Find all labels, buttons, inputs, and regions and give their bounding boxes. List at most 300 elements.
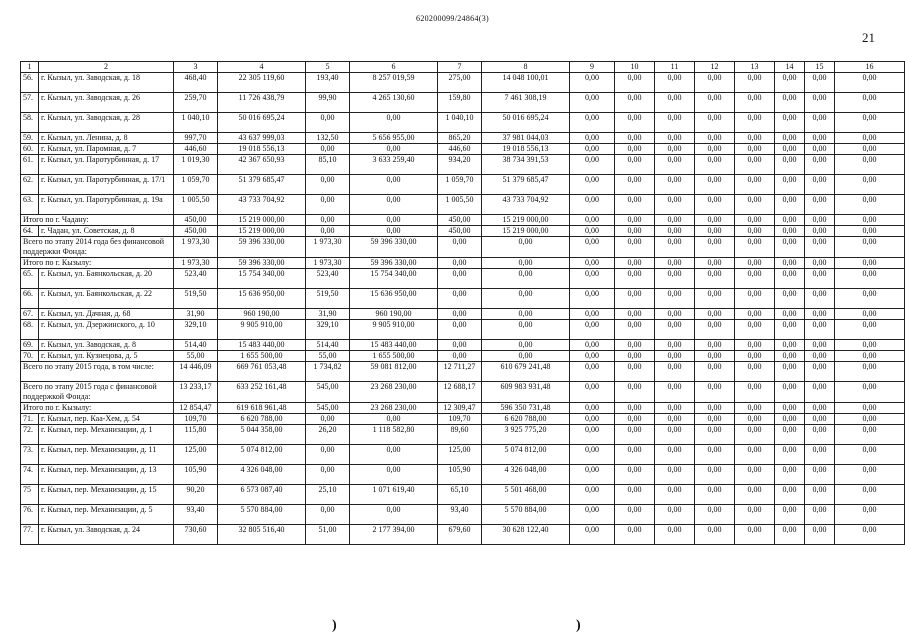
value-cell: 0,00	[655, 309, 695, 320]
address-cell: г. Кызыл, ул. Дзержинского, д. 10	[39, 320, 174, 340]
value-cell: 1 071 619,40	[350, 485, 438, 505]
value-cell: 193,40	[306, 73, 350, 93]
value-cell: 37 981 044,03	[482, 133, 570, 144]
address-cell: г. Кызыл, ул. Кузнецова, д. 5	[39, 351, 174, 362]
value-cell: 0,00	[805, 382, 835, 403]
value-cell: 730,60	[174, 525, 218, 545]
value-cell: 0,00	[805, 414, 835, 425]
value-cell: 0,00	[615, 320, 655, 340]
address-cell: г. Кызыл, ул. Заводская, д. 28	[39, 113, 174, 133]
value-cell: 0,00	[615, 289, 655, 309]
table-row	[21, 351, 905, 362]
value-cell: 0,00	[805, 465, 835, 485]
value-cell: 109,70	[438, 414, 482, 425]
value-cell: 30 628 122,40	[482, 525, 570, 545]
subtotal-label: Всего по этапу 2015 года, в том числе:	[21, 362, 174, 382]
value-cell: 0,00	[615, 175, 655, 195]
value-cell: 0,00	[775, 93, 805, 113]
value-cell: 1 059,70	[174, 175, 218, 195]
handwritten-mark: )	[332, 618, 337, 633]
value-cell: 0,00	[655, 133, 695, 144]
value-cell: 0,00	[695, 320, 735, 340]
table-row	[21, 465, 905, 485]
value-cell: 259,70	[174, 93, 218, 113]
row-number: 59.	[21, 133, 39, 144]
value-cell: 0,00	[570, 215, 615, 226]
value-cell: 0,00	[438, 258, 482, 269]
value-cell: 0,00	[695, 215, 735, 226]
table-row	[21, 445, 905, 465]
value-cell: 0,00	[615, 505, 655, 525]
value-cell: 5 074 812,00	[482, 445, 570, 465]
value-cell: 0,00	[735, 93, 775, 113]
value-cell: 0,00	[695, 269, 735, 289]
value-cell: 0,00	[350, 414, 438, 425]
value-cell: 865,20	[438, 133, 482, 144]
subtotal-label: Всего по этапу 2015 года с финансовой поддержкой Фонда:	[21, 382, 174, 403]
value-cell: 1 005,50	[174, 195, 218, 215]
value-cell: 0,00	[695, 351, 735, 362]
value-cell: 55,00	[174, 351, 218, 362]
value-cell: 0,00	[570, 175, 615, 195]
address-cell: г. Кызыл, пер. Механизации, д. 15	[39, 485, 174, 505]
value-cell: 0,00	[805, 351, 835, 362]
table-row	[21, 485, 905, 505]
value-cell: 0,00	[306, 465, 350, 485]
subtotal-label: Итого по г. Чадану:	[21, 215, 174, 226]
value-cell: 0,00	[775, 155, 805, 175]
value-cell: 25,10	[306, 485, 350, 505]
value-cell: 0,00	[735, 289, 775, 309]
row-number: 70.	[21, 351, 39, 362]
document-id: 620200099/24864(3)	[416, 14, 489, 23]
value-cell: 0,00	[835, 144, 905, 155]
row-number: 75	[21, 485, 39, 505]
value-cell: 0,00	[615, 237, 655, 258]
value-cell: 514,40	[174, 340, 218, 351]
value-cell: 0,00	[805, 237, 835, 258]
value-cell: 0,00	[615, 73, 655, 93]
value-cell: 0,00	[615, 445, 655, 465]
value-cell: 0,00	[615, 195, 655, 215]
value-cell: 1 040,10	[438, 113, 482, 133]
value-cell: 0,00	[835, 93, 905, 113]
value-cell: 0,00	[835, 155, 905, 175]
value-cell: 42 367 650,93	[218, 155, 306, 175]
value-cell: 0,00	[306, 445, 350, 465]
value-cell: 9 905 910,00	[350, 320, 438, 340]
value-cell: 115,80	[174, 425, 218, 445]
value-cell: 0,00	[695, 362, 735, 382]
value-cell: 93,40	[438, 505, 482, 525]
value-cell: 12 711,27	[438, 362, 482, 382]
value-cell: 93,40	[174, 505, 218, 525]
value-cell: 0,00	[805, 340, 835, 351]
value-cell: 51 379 685,47	[218, 175, 306, 195]
value-cell: 1 734,82	[306, 362, 350, 382]
value-cell: 0,00	[570, 289, 615, 309]
value-cell: 0,00	[615, 269, 655, 289]
value-cell: 0,00	[735, 485, 775, 505]
value-cell: 0,00	[350, 505, 438, 525]
value-cell: 0,00	[482, 340, 570, 351]
value-cell: 0,00	[805, 195, 835, 215]
column-number-cell: 5	[306, 62, 350, 73]
value-cell: 90,20	[174, 485, 218, 505]
value-cell: 0,00	[615, 309, 655, 320]
value-cell: 0,00	[835, 195, 905, 215]
row-number: 63.	[21, 195, 39, 215]
value-cell: 0,00	[835, 237, 905, 258]
column-number-cell: 8	[482, 62, 570, 73]
value-cell: 0,00	[835, 289, 905, 309]
value-cell: 0,00	[805, 155, 835, 175]
value-cell: 0,00	[775, 269, 805, 289]
value-cell: 0,00	[570, 73, 615, 93]
value-cell: 0,00	[835, 414, 905, 425]
value-cell: 0,00	[805, 445, 835, 465]
value-cell: 22 305 119,60	[218, 73, 306, 93]
value-cell: 0,00	[570, 403, 615, 414]
value-cell: 15 636 950,00	[350, 289, 438, 309]
value-cell: 5 570 884,00	[482, 505, 570, 525]
value-cell: 0,00	[805, 289, 835, 309]
value-cell: 0,00	[835, 73, 905, 93]
value-cell: 0,00	[805, 93, 835, 113]
address-cell: г. Кызыл, ул. Паромная, д. 7	[39, 144, 174, 155]
value-cell: 0,00	[805, 73, 835, 93]
value-cell: 0,00	[615, 215, 655, 226]
subtotal-row	[21, 258, 905, 269]
value-cell: 0,00	[570, 525, 615, 545]
value-cell: 0,00	[570, 445, 615, 465]
address-cell: г. Кызыл, ул. Паротурбинная, д. 19а	[39, 195, 174, 215]
value-cell: 596 350 731,48	[482, 403, 570, 414]
column-number-cell: 2	[39, 62, 174, 73]
value-cell: 0,00	[735, 175, 775, 195]
value-cell: 7 461 308,19	[482, 93, 570, 113]
value-cell: 0,00	[835, 269, 905, 289]
table-row	[21, 113, 905, 133]
value-cell: 0,00	[655, 382, 695, 403]
value-cell: 31,90	[306, 309, 350, 320]
value-cell: 0,00	[438, 289, 482, 309]
value-cell: 0,00	[835, 133, 905, 144]
value-cell: 0,00	[655, 73, 695, 93]
value-cell: 0,00	[615, 93, 655, 113]
value-cell: 0,00	[735, 362, 775, 382]
value-cell: 0,00	[655, 144, 695, 155]
value-cell: 0,00	[835, 320, 905, 340]
table-row	[21, 175, 905, 195]
table-row	[21, 289, 905, 309]
value-cell: 0,00	[835, 215, 905, 226]
value-cell: 0,00	[306, 226, 350, 237]
value-cell: 0,00	[570, 320, 615, 340]
value-cell: 0,00	[735, 465, 775, 485]
value-cell: 19 018 556,13	[218, 144, 306, 155]
address-cell: г. Кызыл, ул. Баянкольская, д. 20	[39, 269, 174, 289]
value-cell: 519,50	[174, 289, 218, 309]
value-cell: 514,40	[306, 340, 350, 351]
value-cell: 0,00	[655, 525, 695, 545]
value-cell: 0,00	[615, 133, 655, 144]
column-number-cell: 7	[438, 62, 482, 73]
row-number: 72.	[21, 425, 39, 445]
value-cell: 31,90	[174, 309, 218, 320]
value-cell: 0,00	[570, 226, 615, 237]
value-cell: 0,00	[570, 155, 615, 175]
value-cell: 0,00	[835, 485, 905, 505]
value-cell: 0,00	[615, 465, 655, 485]
subtotal-label: Итого по г. Кызылу:	[21, 403, 174, 414]
value-cell: 11 726 438,79	[218, 93, 306, 113]
value-cell: 1 973,30	[174, 237, 218, 258]
value-cell: 0,00	[570, 133, 615, 144]
value-cell: 0,00	[695, 485, 735, 505]
value-cell: 1 040,10	[174, 113, 218, 133]
column-number-cell: 13	[735, 62, 775, 73]
value-cell: 0,00	[735, 133, 775, 144]
value-cell: 1 019,30	[174, 155, 218, 175]
value-cell: 0,00	[835, 226, 905, 237]
table-row	[21, 425, 905, 445]
value-cell: 0,00	[570, 362, 615, 382]
value-cell: 0,00	[655, 505, 695, 525]
value-cell: 0,00	[482, 258, 570, 269]
row-number: 56.	[21, 73, 39, 93]
value-cell: 0,00	[735, 144, 775, 155]
row-number: 71.	[21, 414, 39, 425]
value-cell: 0,00	[775, 525, 805, 545]
value-cell: 0,00	[615, 258, 655, 269]
value-cell: 0,00	[615, 525, 655, 545]
value-cell: 275,00	[438, 73, 482, 93]
value-cell: 65,10	[438, 485, 482, 505]
address-cell: г. Кызыл, ул. Заводская, д. 18	[39, 73, 174, 93]
table-row	[21, 414, 905, 425]
value-cell: 0,00	[655, 445, 695, 465]
value-cell: 0,00	[695, 425, 735, 445]
column-number-cell: 10	[615, 62, 655, 73]
value-cell: 0,00	[735, 445, 775, 465]
value-cell: 6 620 788,00	[218, 414, 306, 425]
value-cell: 8 257 019,59	[350, 73, 438, 93]
value-cell: 0,00	[735, 414, 775, 425]
value-cell: 0,00	[805, 485, 835, 505]
value-cell: 0,00	[775, 73, 805, 93]
row-number: 58.	[21, 113, 39, 133]
value-cell: 0,00	[775, 485, 805, 505]
value-cell: 0,00	[695, 93, 735, 113]
value-cell: 0,00	[570, 258, 615, 269]
value-cell: 0,00	[835, 425, 905, 445]
address-cell: г. Кызыл, пер. Механизации, д. 13	[39, 465, 174, 485]
value-cell: 0,00	[695, 309, 735, 320]
address-cell: г. Кызыл, пер. Каа-Хем, д. 54	[39, 414, 174, 425]
value-cell: 55,00	[306, 351, 350, 362]
value-cell: 329,10	[306, 320, 350, 340]
address-cell: г. Кызыл, ул. Паротурбинная, д. 17	[39, 155, 174, 175]
value-cell: 0,00	[655, 195, 695, 215]
value-cell: 38 734 391,53	[482, 155, 570, 175]
value-cell: 9 905 910,00	[218, 320, 306, 340]
value-cell: 5 044 358,00	[218, 425, 306, 445]
value-cell: 15 219 000,00	[482, 226, 570, 237]
value-cell: 0,00	[655, 93, 695, 113]
subtotal-row	[21, 362, 905, 382]
address-cell: г. Кызыл, ул. Ленина, д. 8	[39, 133, 174, 144]
column-number-cell: 16	[835, 62, 905, 73]
value-cell: 0,00	[735, 505, 775, 525]
subtotal-row	[21, 382, 905, 403]
row-number: 69.	[21, 340, 39, 351]
value-cell: 446,60	[438, 144, 482, 155]
value-cell: 0,00	[805, 320, 835, 340]
value-cell: 0,00	[615, 414, 655, 425]
value-cell: 0,00	[438, 320, 482, 340]
value-cell: 0,00	[350, 465, 438, 485]
value-cell: 329,10	[174, 320, 218, 340]
value-cell: 450,00	[438, 226, 482, 237]
value-cell: 450,00	[438, 215, 482, 226]
table-row	[21, 144, 905, 155]
address-cell: г. Кызыл, ул. Паротурбинная, д. 17/1	[39, 175, 174, 195]
value-cell: 0,00	[805, 525, 835, 545]
value-cell: 0,00	[805, 215, 835, 226]
value-cell: 0,00	[775, 309, 805, 320]
value-cell: 0,00	[655, 485, 695, 505]
value-cell: 0,00	[695, 155, 735, 175]
value-cell: 0,00	[570, 195, 615, 215]
value-cell: 0,00	[775, 414, 805, 425]
value-cell: 0,00	[570, 144, 615, 155]
value-cell: 0,00	[570, 425, 615, 445]
value-cell: 0,00	[835, 505, 905, 525]
value-cell: 0,00	[775, 133, 805, 144]
value-cell: 0,00	[735, 320, 775, 340]
value-cell: 0,00	[695, 133, 735, 144]
value-cell: 0,00	[350, 175, 438, 195]
value-cell: 0,00	[805, 258, 835, 269]
value-cell: 0,00	[655, 113, 695, 133]
value-cell: 0,00	[695, 144, 735, 155]
address-cell: г. Кызыл, ул. Заводская, д. 8	[39, 340, 174, 351]
value-cell: 0,00	[835, 351, 905, 362]
value-cell: 43 637 999,03	[218, 133, 306, 144]
value-cell: 23 268 230,00	[350, 403, 438, 414]
value-cell: 0,00	[695, 340, 735, 351]
value-cell: 0,00	[655, 175, 695, 195]
value-cell: 0,00	[735, 155, 775, 175]
value-cell: 519,50	[306, 289, 350, 309]
value-cell: 0,00	[695, 382, 735, 403]
value-cell: 0,00	[775, 465, 805, 485]
value-cell: 59 396 330,00	[218, 258, 306, 269]
value-cell: 15 754 340,00	[350, 269, 438, 289]
value-cell: 669 761 053,48	[218, 362, 306, 382]
value-cell: 0,00	[775, 195, 805, 215]
table-row	[21, 73, 905, 93]
value-cell: 0,00	[735, 425, 775, 445]
value-cell: 0,00	[775, 237, 805, 258]
value-cell: 0,00	[695, 505, 735, 525]
value-cell: 159,80	[438, 93, 482, 113]
column-number-cell: 12	[695, 62, 735, 73]
value-cell: 0,00	[655, 465, 695, 485]
value-cell: 0,00	[615, 155, 655, 175]
value-cell: 3 925 775,20	[482, 425, 570, 445]
value-cell: 679,60	[438, 525, 482, 545]
value-cell: 0,00	[735, 258, 775, 269]
value-cell: 0,00	[835, 309, 905, 320]
value-cell: 0,00	[735, 269, 775, 289]
row-number: 60.	[21, 144, 39, 155]
value-cell: 0,00	[775, 289, 805, 309]
value-cell: 0,00	[695, 226, 735, 237]
value-cell: 0,00	[570, 414, 615, 425]
subtotal-row	[21, 215, 905, 226]
table-row	[21, 93, 905, 113]
value-cell: 0,00	[775, 362, 805, 382]
value-cell: 0,00	[695, 237, 735, 258]
value-cell: 15 754 340,00	[218, 269, 306, 289]
value-cell: 0,00	[306, 175, 350, 195]
subtotal-label: Итого по г. Кызылу:	[21, 258, 174, 269]
value-cell: 0,00	[655, 269, 695, 289]
address-cell: г. Кызыл, ул. Баянкольская, д. 22	[39, 289, 174, 309]
subtotal-row	[21, 237, 905, 258]
value-cell: 15 483 440,00	[350, 340, 438, 351]
value-cell: 12 854,47	[174, 403, 218, 414]
value-cell: 0,00	[805, 309, 835, 320]
value-cell: 0,00	[482, 320, 570, 340]
value-cell: 0,00	[805, 226, 835, 237]
handwritten-mark: )	[576, 618, 581, 633]
value-cell: 0,00	[695, 289, 735, 309]
value-cell: 15 219 000,00	[218, 226, 306, 237]
value-cell: 0,00	[655, 340, 695, 351]
value-cell: 15 636 950,00	[218, 289, 306, 309]
value-cell: 0,00	[805, 133, 835, 144]
value-cell: 446,60	[174, 144, 218, 155]
value-cell: 0,00	[615, 403, 655, 414]
value-cell: 0,00	[775, 382, 805, 403]
value-cell: 0,00	[835, 362, 905, 382]
value-cell: 0,00	[438, 269, 482, 289]
value-cell: 0,00	[655, 425, 695, 445]
value-cell: 0,00	[735, 382, 775, 403]
value-cell: 0,00	[655, 414, 695, 425]
row-number: 61.	[21, 155, 39, 175]
value-cell: 1 655 500,00	[218, 351, 306, 362]
value-cell: 0,00	[482, 237, 570, 258]
column-number-cell: 6	[350, 62, 438, 73]
value-cell: 13 233,17	[174, 382, 218, 403]
value-cell: 0,00	[438, 309, 482, 320]
value-cell: 0,00	[655, 237, 695, 258]
value-cell: 0,00	[695, 403, 735, 414]
value-cell: 15 219 000,00	[482, 215, 570, 226]
table-row	[21, 309, 905, 320]
column-number-cell: 1	[21, 62, 39, 73]
value-cell: 0,00	[835, 525, 905, 545]
value-cell: 0,00	[775, 425, 805, 445]
value-cell: 14 446,09	[174, 362, 218, 382]
column-number-cell: 14	[775, 62, 805, 73]
value-cell: 0,00	[835, 382, 905, 403]
value-cell: 0,00	[655, 351, 695, 362]
